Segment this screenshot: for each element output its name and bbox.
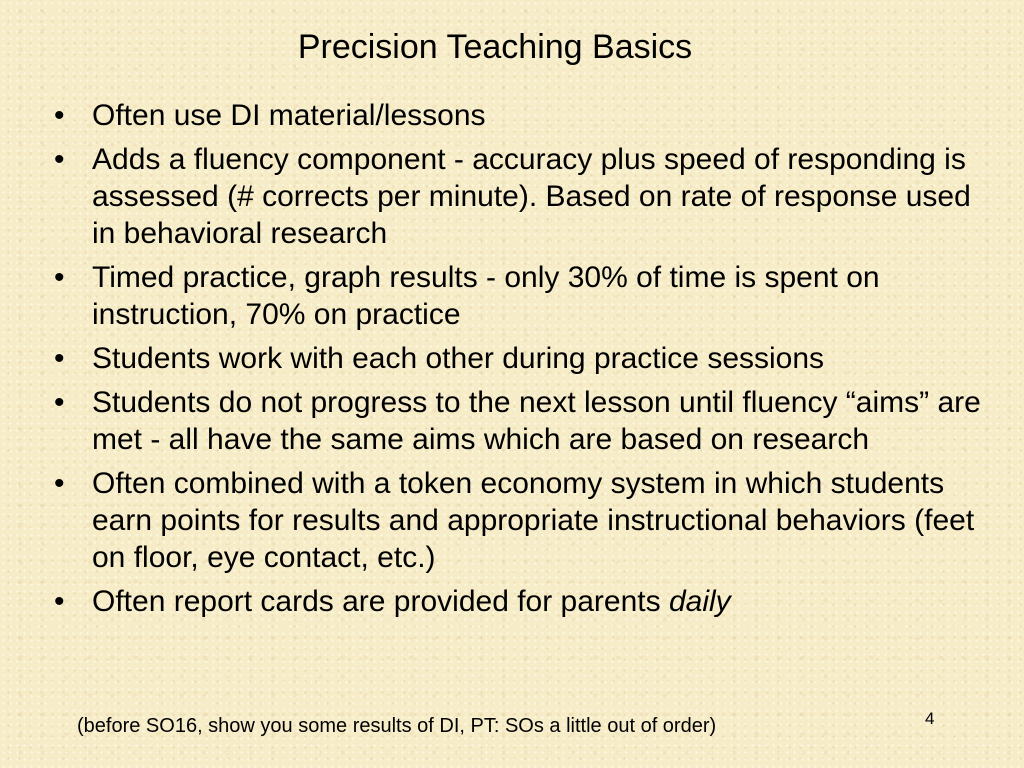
bullet-text: Adds a fluency component - accuracy plus speed of responding is assessed (# corrects per minute). Based on rate of response used in behavioral research <box>92 143 971 250</box>
bullet-item <box>54 141 984 252</box>
bullet-item <box>54 384 984 458</box>
page-number: 4 <box>925 709 935 728</box>
bullet-icon: • <box>54 99 65 132</box>
bullet-item <box>54 465 984 576</box>
bullet-text: Timed practice, graph results - only 30% of time is spent on instruction, 70% on practice <box>92 261 880 331</box>
bullet-text: Students work with each other during practice sessions <box>92 342 825 375</box>
bullet-item <box>54 340 984 377</box>
bullet-icon: • <box>54 386 65 419</box>
bullet-text: Often report cards are provided for parents <box>92 585 669 618</box>
bullet-list <box>54 97 984 627</box>
bullet-icon: • <box>54 143 65 176</box>
bullet-item <box>54 97 984 134</box>
emphasis-text: daily <box>668 585 731 618</box>
bullet-text: Often combined with a token economy system in which students earn points for results and appropriate instructional behaviors (feet on floor, eye contact, etc.) <box>92 467 975 574</box>
bullet-item <box>54 583 984 620</box>
bullet-icon: • <box>54 342 65 375</box>
bullet-text: Students do not progress to the next lesson until fluency “aims” are met - all have the same aims which are based on research <box>92 386 981 456</box>
bullet-item <box>54 259 984 333</box>
bullet-icon: • <box>54 261 65 294</box>
bullet-icon: • <box>54 585 65 618</box>
bullet-text: Often use DI material/lessons <box>92 99 486 132</box>
bullet-icon: • <box>54 467 65 500</box>
footnote: (before SO16, show you some results of DI, PT: SOs a little out of order) <box>77 715 717 737</box>
slide-title: Precision Teaching Basics <box>297 28 693 66</box>
